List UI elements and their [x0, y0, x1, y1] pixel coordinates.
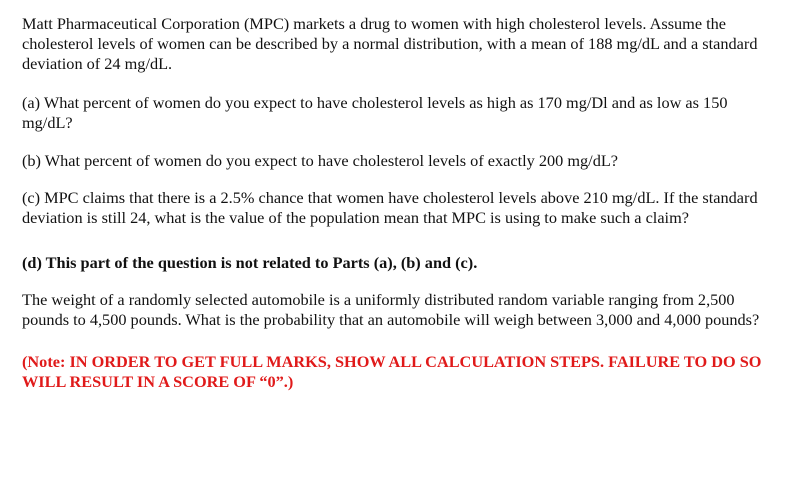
question-part-d-body: The weight of a randomly selected automobile is a uniformly distributed random variable ranging from 2,500 pounds to 4,500 pounds. What is the probability that an automobile will weigh between 3,000 and 4,000 pounds?: [22, 290, 760, 329]
question-part-b: (b) What percent of women do you expect to have cholesterol levels of exactly 200 mg/dL?: [22, 151, 619, 170]
question-document: [22, 14, 777, 392]
question-part-c: (c) MPC claims that there is a 2.5% chance that women have cholesterol levels above 210 mg/dL. If the standard deviation is still 24, what is the value of the population mean that MPC is using to make such a claim?: [22, 188, 758, 227]
question-part-d-heading: (d) This part of the question is not related to Parts (a), (b) and (c).: [22, 253, 478, 272]
calculation-note: (Note: IN ORDER TO GET FULL MARKS, SHOW ALL CALCULATION STEPS. FAILURE TO DO SO WILL RESULT IN A SCORE OF “0”.): [22, 352, 762, 391]
question-part-a: (a) What percent of women do you expect to have cholesterol levels as high as 170 mg/Dl and as low as 150 mg/dL?: [22, 93, 728, 132]
intro-paragraph: Matt Pharmaceutical Corporation (MPC) markets a drug to women with high cholesterol levels. Assume the cholesterol levels of women can be described by a normal distribution, with a mean of 188 mg/dL and a standard deviation of 24 mg/dL.: [22, 14, 758, 73]
